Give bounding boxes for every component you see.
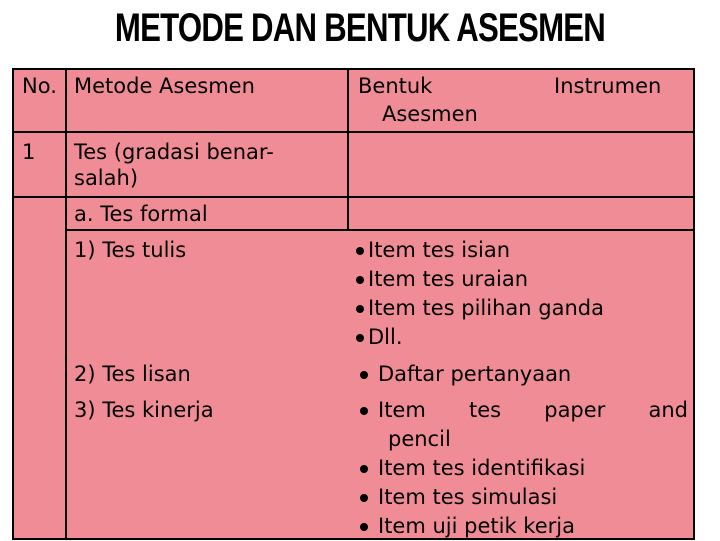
bullet-icon (356, 276, 364, 284)
bullet-icon (360, 371, 368, 379)
column-divider (347, 70, 349, 230)
column-divider (65, 70, 67, 538)
list-item: Dll. (356, 323, 604, 352)
tes-tulis: 1) Tes tulis (74, 238, 187, 262)
lisan-instrument-list (360, 360, 571, 389)
bullet-icon (360, 494, 368, 502)
list-item: Item tes uraian (356, 265, 604, 294)
row-number: 1 (22, 140, 36, 164)
header-no: No. (22, 74, 57, 98)
kinerja-instrument-list (360, 454, 585, 541)
page-title: METODE DAN BENTUK ASESMEN (114, 6, 606, 50)
list-item: Item uji petik kerja (360, 512, 585, 541)
header-bentuk-line2: Asesmen (382, 102, 478, 126)
tes-kinerja: 3) Tes kinerja (74, 398, 214, 422)
list-item: Item tes simulasi (360, 483, 585, 512)
bullet-icon (356, 305, 364, 313)
kinerja-first-item: Item tes paper and pencil (360, 396, 688, 454)
bullet-icon (360, 407, 368, 415)
assessment-table (12, 68, 695, 540)
header-bentuk-line1: Bentuk (358, 74, 433, 98)
tes-lisan: 2) Tes lisan (74, 362, 191, 386)
list-item: Item tes identifikasi (360, 454, 585, 483)
list-item: Item tes isian (356, 236, 604, 265)
list-item: Item tes pilihan ganda (356, 294, 604, 323)
bullet-icon (360, 523, 368, 531)
metode-tes-line2: salah) (74, 166, 139, 190)
row-divider (14, 131, 693, 133)
header-metode: Metode Asesmen (74, 74, 255, 98)
header-instrumen: Instrumen (554, 74, 662, 98)
metode-tes-line1: Tes (gradasi benar- (74, 140, 274, 164)
tulis-instrument-list (356, 236, 604, 352)
bullet-icon (360, 465, 368, 473)
list-item: Daftar pertanyaan (360, 360, 571, 389)
sub-tes-formal: a. Tes formal (74, 202, 208, 226)
row-divider (65, 229, 693, 231)
bullet-icon (356, 247, 364, 255)
bullet-icon (356, 334, 364, 342)
row-divider (14, 196, 693, 198)
